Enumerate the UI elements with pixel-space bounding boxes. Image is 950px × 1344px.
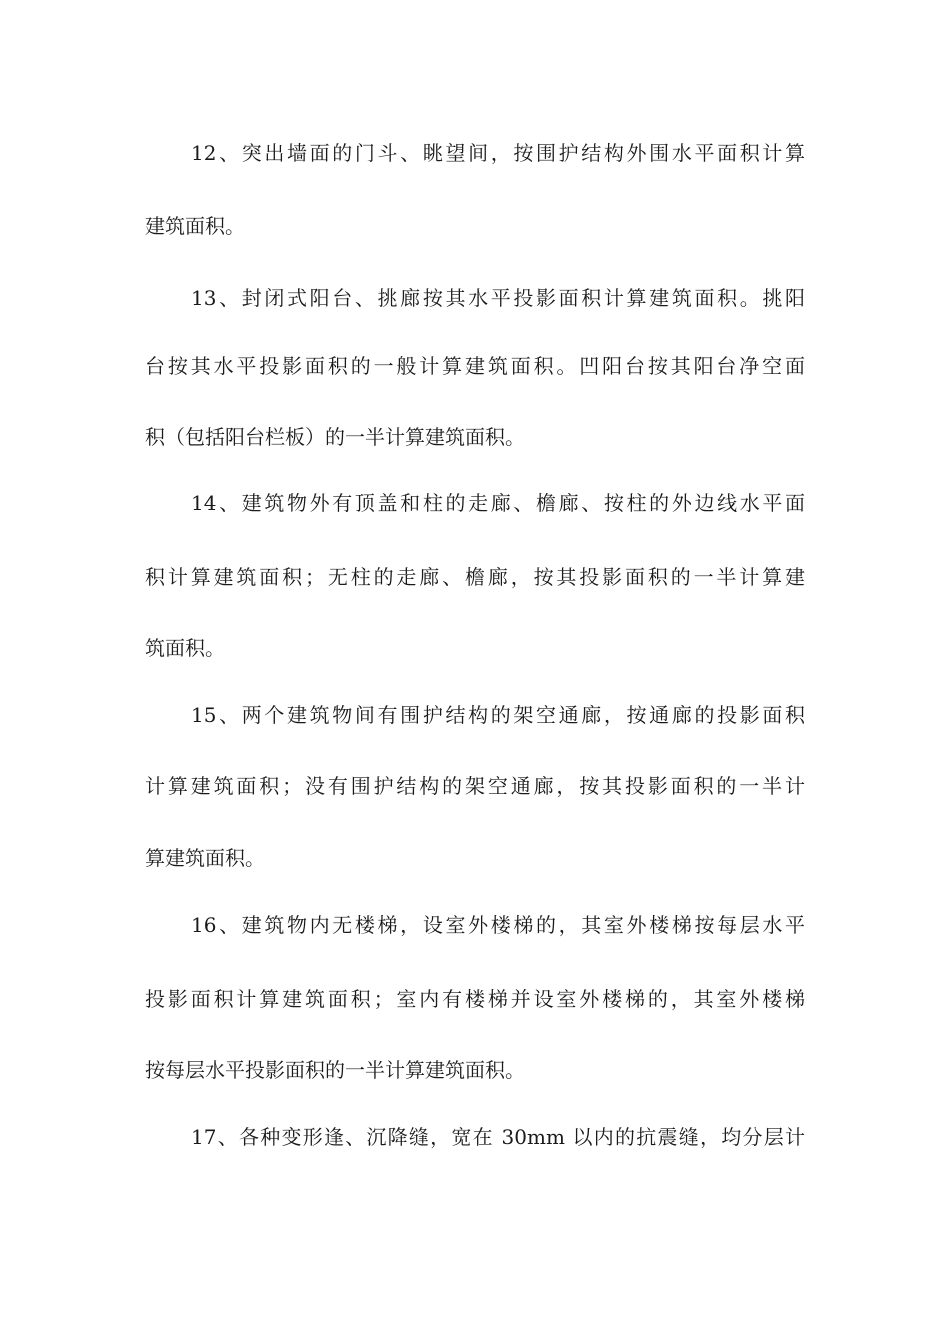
paragraph-13-line-1: 13、封闭式阳台、挑廊按其水平投影面积计算建筑面积。挑阳 <box>191 286 805 310</box>
paragraph-14-line-2: 积计算建筑面积；无柱的走廊、檐廊，按其投影面积的一半计算建 <box>145 565 805 589</box>
paragraph-15-line-2: 计算建筑面积；没有围护结构的架空通廊，按其投影面积的一半计 <box>145 774 805 798</box>
paragraph-13-line-2: 台按其水平投影面积的一般计算建筑面积。凹阳台按其阳台净空面 <box>145 354 805 378</box>
paragraph-16-line-1: 16、建筑物内无楼梯，设室外楼梯的，其室外楼梯按每层水平 <box>191 913 805 937</box>
paragraph-15-line-3: 算建筑面积。 <box>145 846 265 870</box>
paragraph-12-line-2: 建筑面积。 <box>145 214 245 238</box>
paragraph-16-line-3: 按每层水平投影面积的一半计算建筑面积。 <box>145 1058 525 1082</box>
paragraph-12-line-1: 12、突出墙面的门斗、眺望间，按围护结构外围水平面积计算 <box>191 141 805 165</box>
paragraph-17-line-1: 17、各种变形逢、沉降缝，宽在 30mm 以内的抗震缝，均分层计 <box>191 1125 805 1149</box>
paragraph-16-line-2: 投影面积计算建筑面积；室内有楼梯并设室外楼梯的，其室外楼梯 <box>145 987 805 1011</box>
paragraph-14-line-1: 14、建筑物外有顶盖和柱的走廊、檐廊、按柱的外边线水平面 <box>191 491 805 515</box>
paragraph-15-line-1: 15、两个建筑物间有围护结构的架空通廊，按通廊的投影面积 <box>191 703 805 727</box>
paragraph-13-line-3: 积（包括阳台栏板）的一半计算建筑面积。 <box>145 425 525 449</box>
paragraph-14-line-3: 筑面积。 <box>145 636 225 660</box>
